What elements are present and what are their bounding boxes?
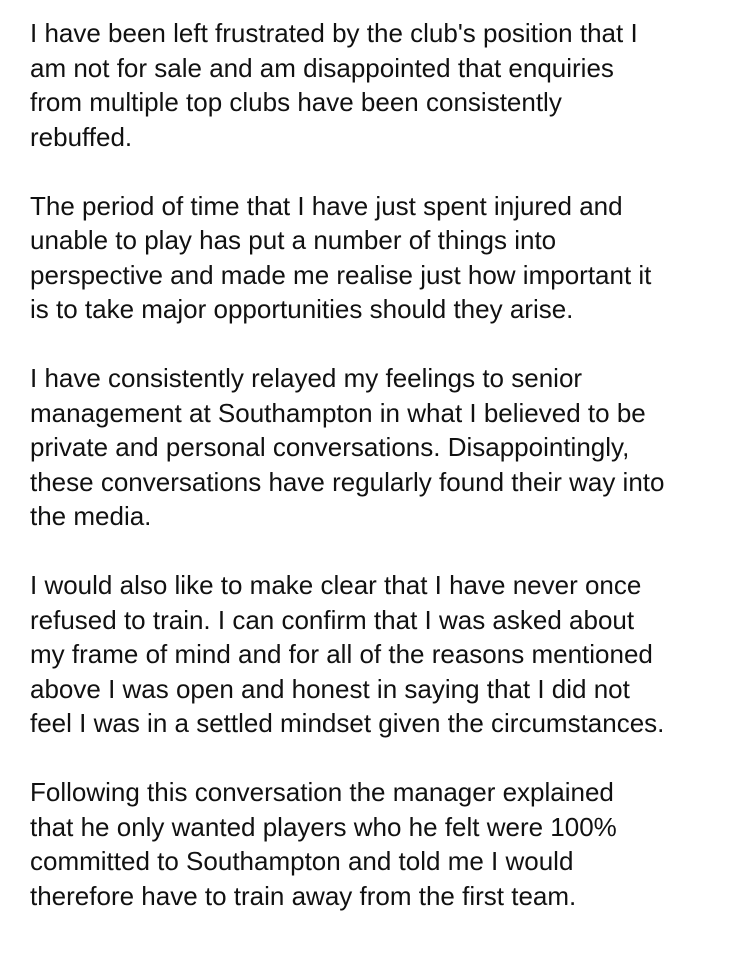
text-line: above I was open and honest in saying that I did not	[30, 673, 630, 704]
text-line: refused to train. I can confirm that I was asked about	[30, 604, 635, 635]
text-line: unable to play has put a number of things into	[30, 225, 557, 255]
text-line: the media.	[30, 501, 152, 531]
text-line: feel I was in a settled mindset given the circumstances.	[30, 708, 665, 738]
text-line: that he only wanted players who he felt were 100%	[30, 811, 617, 842]
text-line: from multiple top clubs have been consistently	[30, 87, 562, 117]
paragraph-3	[30, 361, 730, 534]
paragraph-2	[30, 189, 730, 327]
text-line: committed to Southampton and told me I would	[30, 846, 574, 876]
text-line: Following this conversation the manager explained	[30, 777, 614, 807]
text-line: my frame of mind and for all of the reasons mentioned	[30, 639, 653, 669]
statement-text	[30, 16, 730, 913]
text-line: is to take major opportunities should they arise.	[30, 294, 574, 324]
paragraph-1	[30, 16, 730, 154]
paragraph-4	[30, 568, 730, 741]
text-line: am not for sale and am disappointed that enquiries	[30, 52, 614, 83]
text-line: I have consistently relayed my feelings to senior	[30, 363, 583, 393]
text-line: I would also like to make clear that I have never once	[30, 570, 642, 600]
text-line: management at Southampton in what I believed to be	[30, 397, 646, 428]
text-line: perspective and made me realise just how important it	[30, 259, 652, 290]
text-line: The period of time that I have just spent injured and	[30, 190, 623, 221]
text-line: these conversations have regularly found their way into	[30, 466, 665, 497]
text-line: private and personal conversations. Disappointingly,	[30, 432, 630, 462]
text-line: rebuffed.	[30, 121, 133, 152]
text-line: I have been left frustrated by the club's position that I	[30, 18, 638, 48]
text-line: therefore have to train away from the first team.	[30, 880, 577, 911]
paragraph-5	[30, 775, 730, 913]
